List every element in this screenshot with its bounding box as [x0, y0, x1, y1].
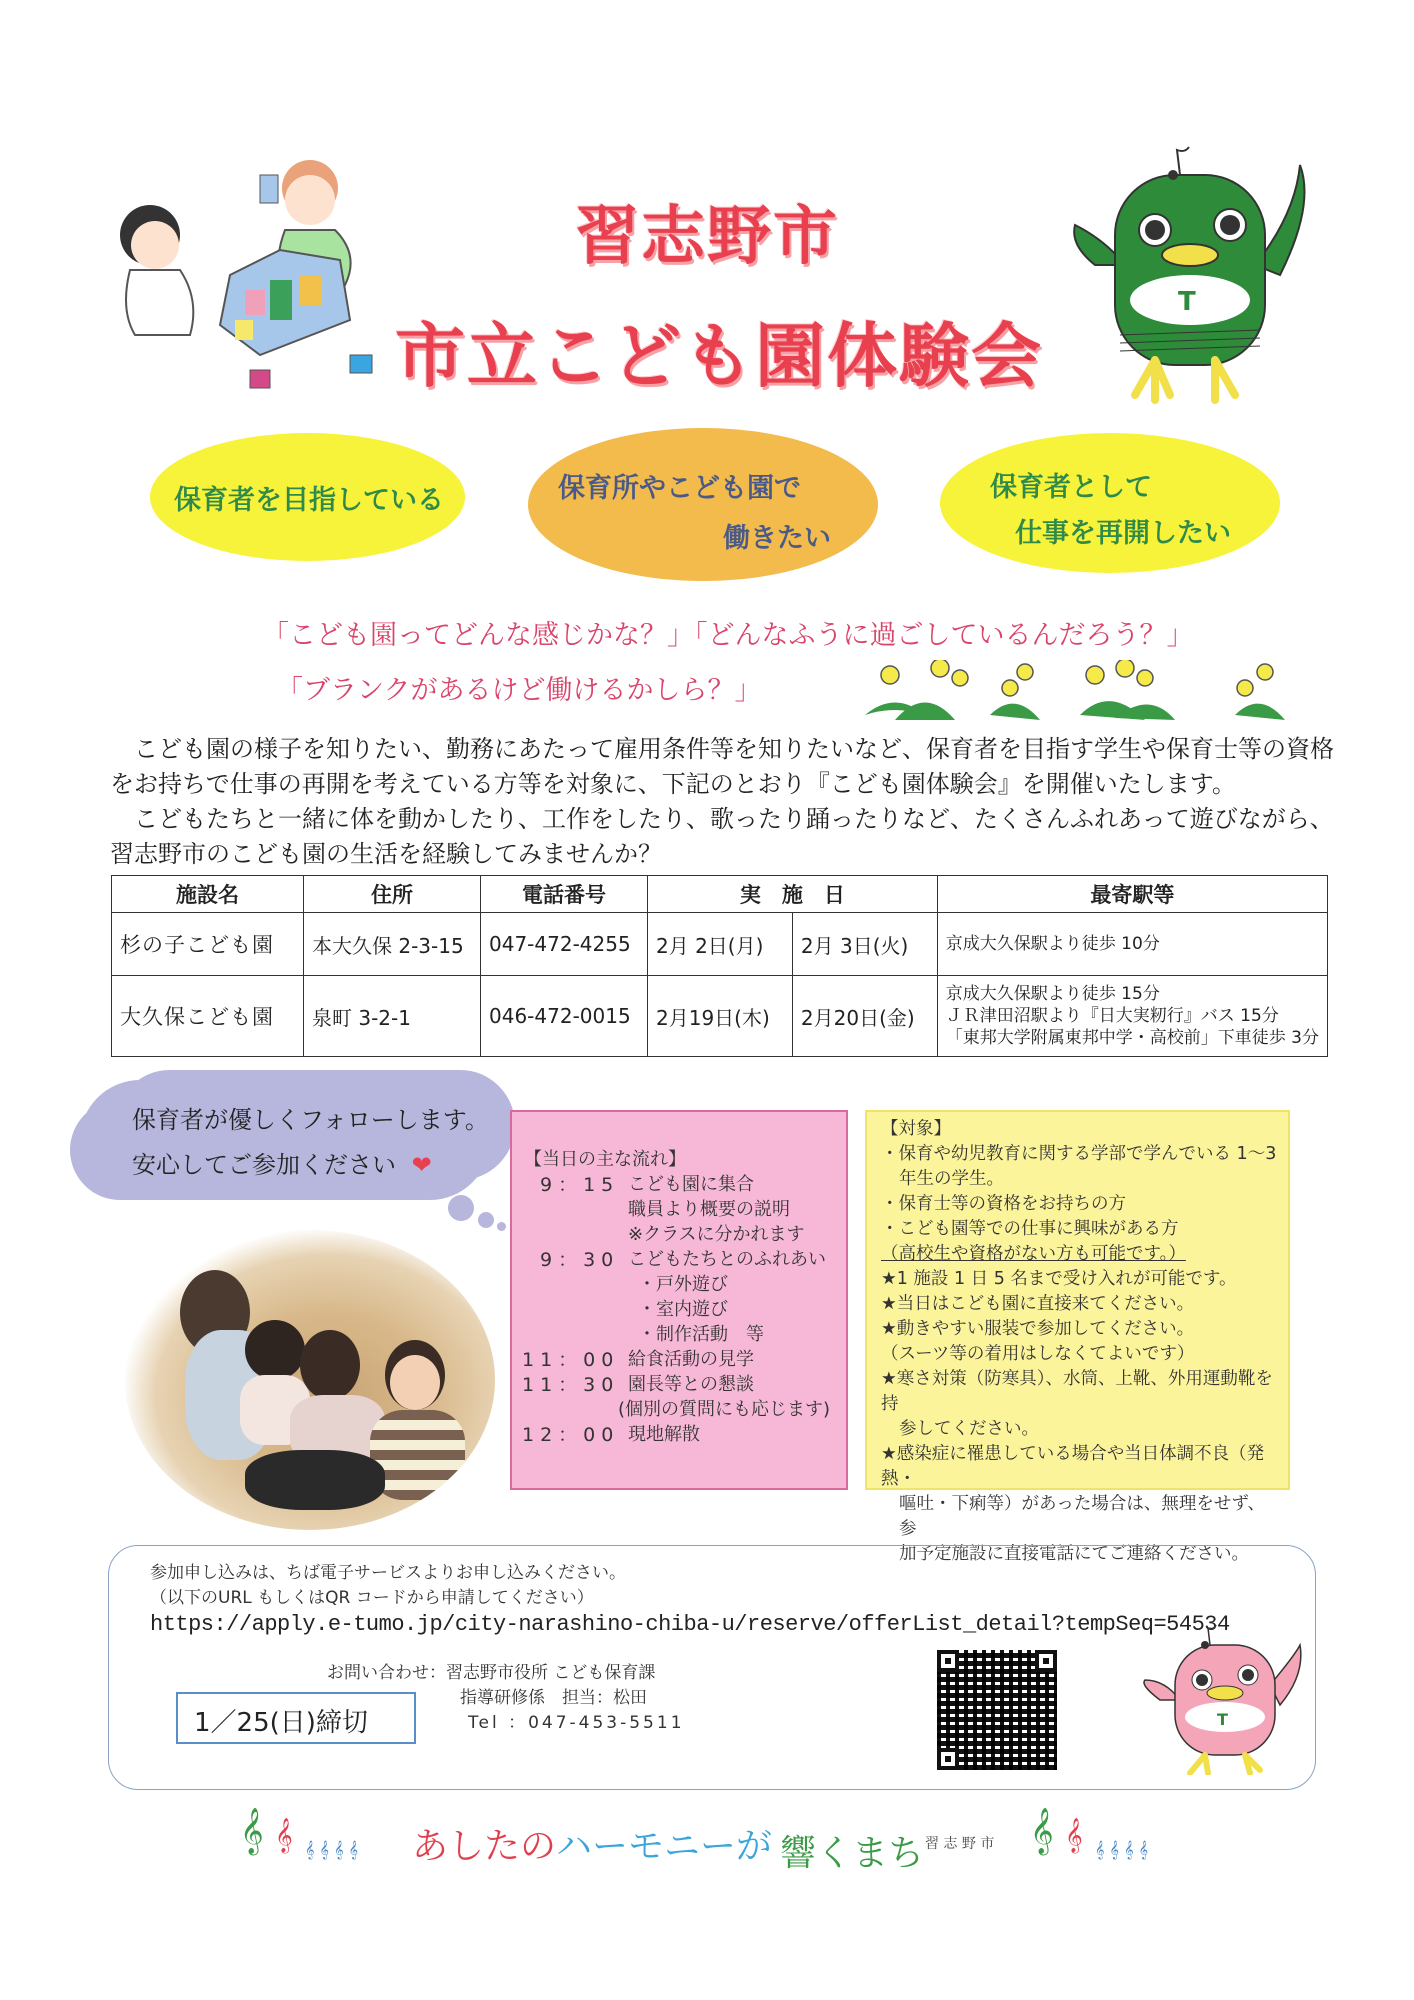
bubble-want-to-work	[528, 428, 878, 581]
bubble-text: 働きたい	[723, 523, 831, 554]
bubble-text: 保育所やこども園で	[558, 473, 801, 504]
bubble-text: 仕事を再開したい	[1015, 518, 1231, 549]
qr-finder	[937, 1650, 959, 1672]
station-line: ＪＲ津田沼駅より『日大実籾行』バス 15分	[945, 1006, 1279, 1026]
schedule-text: こども園に集合	[628, 1174, 754, 1195]
application-url-link[interactable]: https://apply.e-tumo.jp/city-narashino-chiba-u/reserve/offerList_detail?tempSeq=54534	[150, 1612, 1230, 1637]
schedule-text: こどもたちとのふれあい	[628, 1249, 826, 1270]
contact-line-1: お問い合わせ：習志野市役所 こども保育課	[327, 1663, 656, 1683]
treble-clef-icon: 𝄞	[1065, 1818, 1083, 1853]
apply-instruction: 参加申し込みは、ちば電子サービスよりお申し込みください。	[150, 1563, 626, 1583]
facility-phone: 047-472-4255	[481, 913, 648, 976]
station-info	[937, 976, 1327, 1057]
treble-clef-icon: 𝄞 𝄞 𝄞 𝄞	[1095, 1840, 1149, 1859]
intro-line: こども園の様子を知りたい、勤務にあたって雇用条件等を知りたいなど、保育者を目指す学生や保育士等の資格	[134, 735, 1334, 763]
target-note: ★1 施設 1 日 5 名まで受け入れが可能です。	[881, 1269, 1237, 1289]
col-header-address: 住所	[304, 876, 481, 913]
target-note: 参してください。	[899, 1419, 1039, 1439]
schedule-text: ※クラスに分かれます	[628, 1224, 805, 1245]
treble-clef-icon: 𝄞 𝄞 𝄞 𝄞	[305, 1840, 359, 1859]
table-row	[112, 976, 1328, 1057]
col-header-station: 最寄駅等	[937, 876, 1327, 913]
bubble-text: 保育者として	[990, 472, 1152, 503]
intro-text	[110, 732, 1340, 872]
thought-cloud	[80, 1080, 490, 1200]
qr-code[interactable]	[937, 1650, 1057, 1770]
quote-line-2: 「ブランクがあるけど働けるかしら？」	[276, 675, 762, 706]
cloud-line-1: 保育者が優しくフォローします。	[132, 1106, 489, 1134]
target-item: ・こども園等での仕事に興味がある方	[881, 1219, 1179, 1239]
target-item: 年生の学生。	[899, 1169, 1004, 1189]
station-line: 京成大久保駅より徒歩 15分	[945, 984, 1160, 1004]
schedule-time: 9：15	[540, 1174, 620, 1196]
cloud-line-2	[132, 1145, 432, 1180]
schedule-text: ・制作活動 等	[638, 1324, 764, 1345]
schedule-time: 11：00	[522, 1349, 620, 1371]
photo-figure	[245, 1320, 305, 1380]
schedule-time: 11：30	[522, 1374, 620, 1396]
col-header-date: 実 施 日	[648, 876, 938, 913]
qr-finder	[937, 1748, 959, 1770]
target-note: （スーツ等の着用はしなくてよいです）	[881, 1344, 1195, 1364]
qr-finder	[1035, 1650, 1057, 1672]
photo-figure	[390, 1355, 440, 1410]
bubble-resume-work	[940, 433, 1280, 573]
slogan-part-1: あしたの	[412, 1826, 557, 1867]
contact-line-2: 指導研修係 担当：松田	[460, 1688, 647, 1708]
treble-clef-icon: 𝄞	[1030, 1808, 1054, 1854]
cloud-line-2-text: 安心してご参加ください	[132, 1151, 396, 1179]
target-note: ★動きやすい服装で参加してください。	[881, 1319, 1195, 1339]
heart-icon: ❤	[411, 1151, 432, 1179]
schedule-time: 12：00	[522, 1424, 620, 1446]
schedule-text: 園長等との懇談	[628, 1374, 754, 1395]
facility-address: 泉町 3-2-1	[304, 976, 481, 1057]
col-header-facility: 施設名	[112, 876, 304, 913]
target-item: ・保育士等の資格をお持ちの方	[881, 1194, 1126, 1214]
page-title: 市立こども園体験会	[395, 315, 1043, 397]
schedule-text: (個別の質問にも応じます)	[618, 1399, 831, 1420]
treble-clef-icon: 𝄞	[275, 1818, 293, 1853]
dandelion-illustration	[865, 660, 1295, 730]
date-2: 2月20日(金)	[792, 976, 937, 1057]
slogan-part-3: 響くまち	[780, 1833, 925, 1874]
kids-playing-illustration	[110, 160, 410, 390]
cloud-dot	[448, 1195, 474, 1221]
children-photo	[125, 1230, 495, 1530]
photo-figure	[245, 1450, 385, 1510]
slogan-part-2: ハーモニーが	[556, 1826, 773, 1867]
station-info	[937, 913, 1327, 976]
facility-table	[111, 875, 1328, 1057]
city-title: 習志野市	[575, 200, 839, 274]
bubble-aspiring-caregiver	[150, 433, 465, 561]
target-note: ★感染症に罹患している場合や当日体調不良（発熱・	[881, 1444, 1265, 1489]
station-line: 「東邦大学附属東邦中学・高校前」下車徒歩 3分	[945, 1028, 1319, 1048]
facility-name: 杉の子こども園	[112, 913, 304, 976]
date-2: 2月 3日(火)	[792, 913, 937, 976]
station-line: 京成大久保駅より徒歩 10分	[945, 934, 1160, 954]
pink-bird-mascot-illustration	[1140, 1625, 1305, 1775]
apply-instruction-sub: （以下のURL もしくはQR コードから申請してください）	[150, 1588, 594, 1608]
schedule-text: 職員より概要の説明	[628, 1199, 790, 1220]
schedule-time: 9：30	[540, 1249, 620, 1271]
facility-phone: 046-472-0015	[481, 976, 648, 1057]
target-heading: 【対象】	[881, 1119, 951, 1139]
facility-address: 本大久保 2-3-15	[304, 913, 481, 976]
svg-text:T: T	[1178, 287, 1196, 317]
bubble-text: 保育者を目指している	[174, 485, 444, 516]
target-note: 嘔吐・下痢等）があった場合は、無理をせず、参	[899, 1494, 1265, 1539]
target-item: ・保育や幼児教育に関する学部で学んでいる 1～3	[881, 1144, 1277, 1164]
photo-figure	[300, 1330, 360, 1400]
schedule-text: 給食活動の見学	[628, 1349, 754, 1370]
date-1: 2月19日(木)	[648, 976, 793, 1057]
deadline-box: 1／25(日)締切	[176, 1692, 416, 1744]
intro-line: をお持ちで仕事の再開を考えている方等を対象に、下記のとおり『こども園体験会』を開催いたします。	[110, 770, 1236, 798]
schedule-text: 現地解散	[628, 1424, 700, 1445]
schedule-heading: 【当日の主な流れ】	[524, 1149, 686, 1170]
quote-line-1: 「こども園ってどんな感じかな？」「どんなふうに過ごしているんだろう？」	[262, 620, 1194, 651]
target-note: ★寒さ対策（防寒具）、水筒、上靴、外用運動靴を持	[881, 1369, 1273, 1414]
target-box	[865, 1110, 1290, 1564]
schedule-text: ・室内遊び	[638, 1299, 728, 1320]
green-bird-mascot-illustration	[1065, 145, 1315, 405]
intro-line: 習志野市のこども園の生活を経験してみませんか？	[110, 840, 662, 868]
date-1: 2月 2日(月)	[648, 913, 793, 976]
table-header-row	[112, 876, 1328, 913]
schedule-box	[510, 1110, 848, 1490]
facility-name: 大久保こども園	[112, 976, 304, 1057]
treble-clef-icon: 𝄞	[240, 1808, 264, 1854]
schedule-text: ・戸外遊び	[638, 1274, 728, 1295]
target-note: ★当日はこども園に直接来てください。	[881, 1294, 1195, 1314]
target-note: （高校生や資格がない方も可能です。）	[881, 1244, 1186, 1264]
footer-city: 習 志 野 市	[925, 1836, 995, 1852]
table-row	[112, 913, 1328, 976]
target-note: 加予定施設に直接電話にてご連絡ください。	[899, 1544, 1249, 1564]
svg-text:T: T	[1217, 1710, 1228, 1729]
contact-phone: Tel ：047-453-5511	[468, 1713, 685, 1733]
cloud-dot	[497, 1222, 506, 1231]
col-header-phone: 電話番号	[481, 876, 648, 913]
intro-line: こどもたちと一緒に体を動かしたり、工作をしたり、歌ったり踊ったりなど、たくさんふれあって遊びながら、	[134, 805, 1334, 833]
cloud-dot	[478, 1212, 494, 1228]
